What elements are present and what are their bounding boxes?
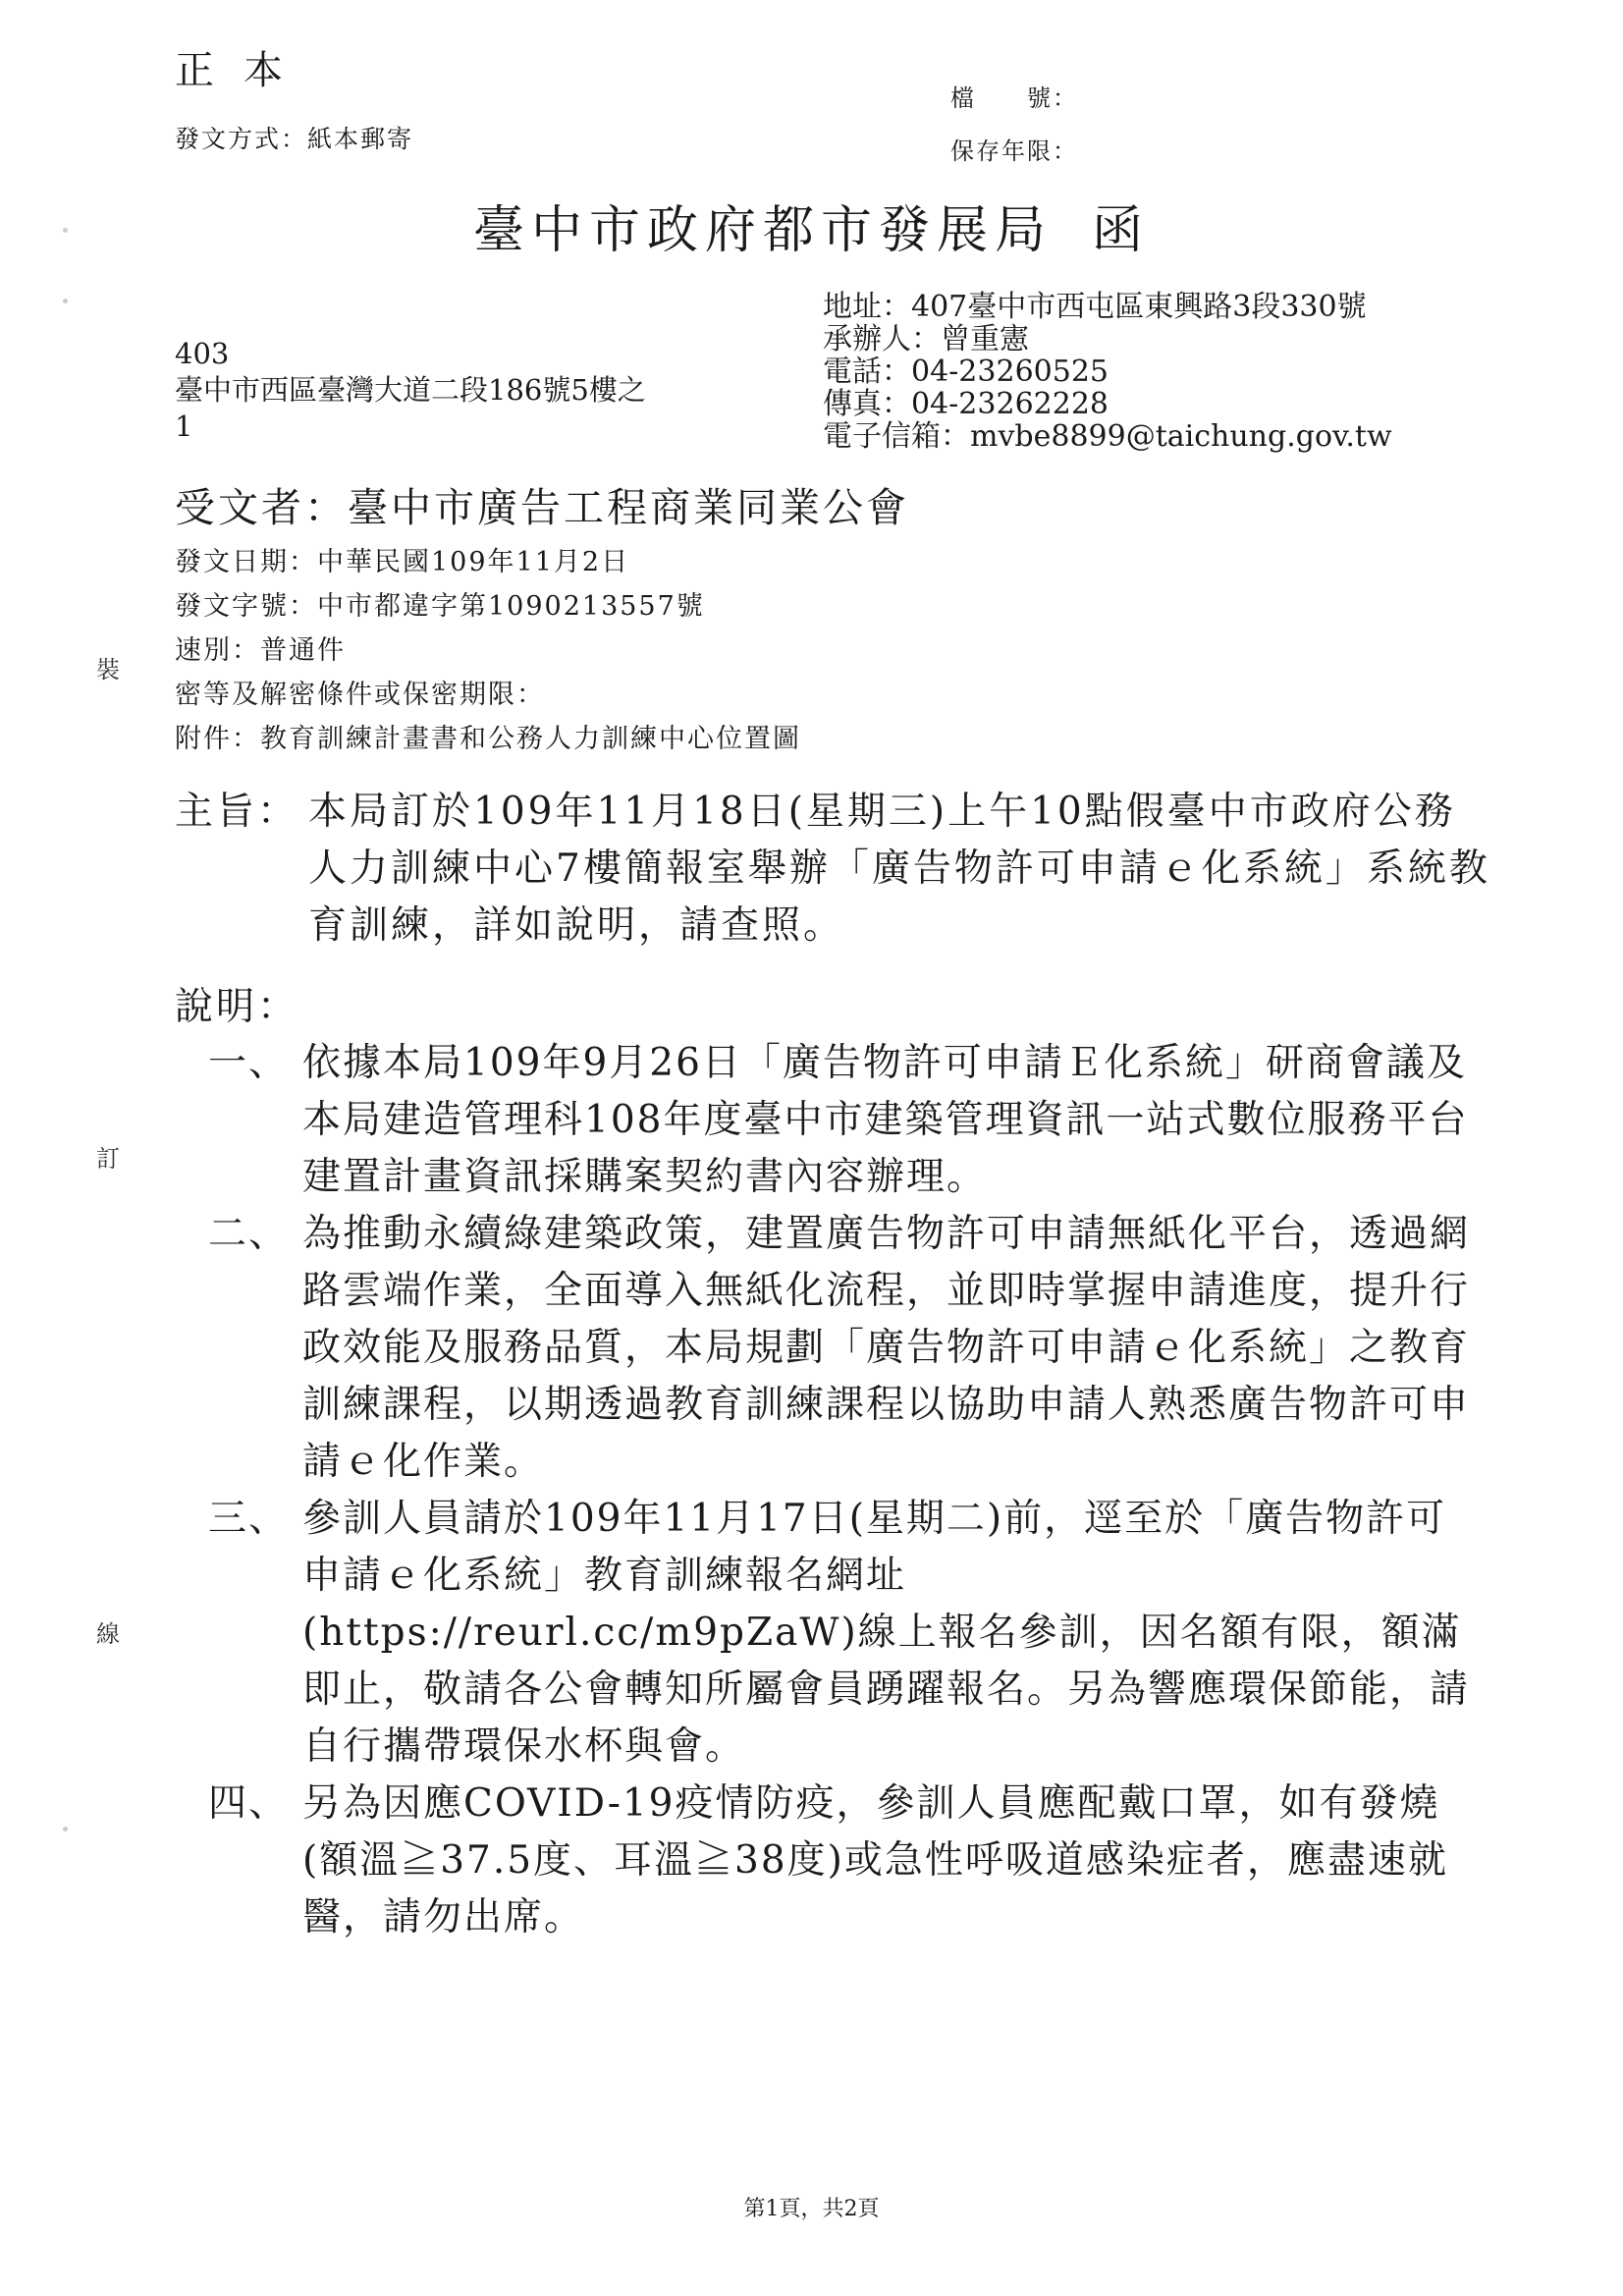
explanation-item [208, 1491, 1475, 1776]
sender-address: 地址：407臺中市西屯區東興路3段330號 [823, 290, 1367, 324]
file-number-label: 檔 號： [950, 84, 1078, 112]
page-number: 第1頁，共2頁 [743, 2197, 880, 2221]
document-number: 發文字號：中市都違字第1090213557號 [175, 591, 705, 622]
explanation-item [208, 1206, 1475, 1491]
binding-mark-bind: 裝 [96, 656, 120, 683]
agency-name: 臺中市政府都市發展局 [472, 201, 1053, 260]
scan-speck [63, 228, 68, 233]
scan-speck [63, 299, 68, 303]
document-meta [175, 540, 801, 761]
dispatch-method: 發文方式：紙本郵寄 [175, 125, 414, 153]
subject-label: 主旨： [175, 790, 299, 834]
retention-period-label: 保存年限： [950, 137, 1078, 165]
item-number: 四、 [208, 1781, 290, 1826]
item-text: 參訓人員請於109年11月17日(星期二)前，逕至於「廣告物許可申請ｅ化系統」教育訓練報名網址 (https://reurl.cc/m9pZaW)線上報名參訓，因名額有限，額滿即止，敬請各公會轉知所屬會員踴躍報名。另為響應環保節能，請自行攜帶環保水杯與會。 [302, 1497, 1471, 1769]
item-text: 為推動永續綠建築政策，建置廣告物許可申請無紙化平台，透過網路雲端作業，全面導入無紙化流程，並即時掌握申請進度，提升行政效能及服務品質，本局規劃「廣告物許可申請ｅ化系統」之教育訓練課程，以期透過教育訓練課程以協助申請人熟悉廣告物許可申請ｅ化作業。 [302, 1212, 1471, 1484]
recipient-address-line2: 1 [175, 410, 193, 443]
binding-mark-line: 線 [96, 1620, 120, 1648]
recipient-address [175, 336, 646, 445]
explanation-items [208, 1035, 1475, 1946]
addressee: 受文者：臺中市廣告工程商業同業公會 [175, 484, 909, 531]
security-classification: 密等及解密條件或保密期限： [175, 680, 545, 710]
delivery-speed: 速別：普通件 [175, 635, 346, 666]
issue-date: 發文日期：中華民國109年11月2日 [175, 547, 630, 577]
sender-email: 電子信箱：mvbe8899@taichung.gov.tw [823, 419, 1392, 454]
explanation-item [208, 1035, 1475, 1206]
item-number: 三、 [208, 1497, 290, 1541]
sender-info [823, 291, 1392, 453]
sender-fax: 傳真：04-23262228 [823, 387, 1109, 421]
document-title [0, 189, 1623, 262]
item-text: 依據本局109年9月26日「廣告物許可申請Ｅ化系統」研商會議及本局建造管理科108年度臺中市建築管理資訊一站式數位服務平台建置計畫資訊採購案契約書內容辦理。 [302, 1041, 1469, 1199]
sender-phone: 電話：04-23260525 [823, 355, 1109, 389]
recipient-address-line1: 臺中市西區臺灣大道二段186號5樓之 [175, 373, 646, 407]
recipient-postal-code: 403 [175, 337, 230, 370]
document-type: 函 [1092, 201, 1151, 260]
sender-handler: 承辦人：曾重憲 [823, 322, 1029, 356]
subject-text: 本局訂於109年11月18日(星期三)上午10點假臺中市政府公務人力訓練中心7樓簡報室舉辦「廣告物許可申請ｅ化系統」系統教育訓練，詳如說明，請查照。 [308, 790, 1490, 948]
item-number: 二、 [208, 1212, 290, 1256]
item-text: 另為因應COVID-19疫情防疫，參訓人員應配戴口罩，如有發燒(額溫≧37.5度、耳溫≧38度)或急性呼吸道感染症者，應盡速就醫，請勿出席。 [302, 1781, 1448, 1940]
item-number: 一、 [208, 1041, 290, 1085]
explanation-label: 說明： [175, 985, 299, 1029]
original-copy-mark: 正本 [175, 48, 312, 93]
binding-mark-staple: 訂 [96, 1145, 120, 1173]
attachment-list: 附件：教育訓練計畫書和公務人力訓練中心位置圖 [175, 724, 801, 754]
scan-speck [63, 1827, 68, 1831]
explanation-item [208, 1776, 1475, 1946]
